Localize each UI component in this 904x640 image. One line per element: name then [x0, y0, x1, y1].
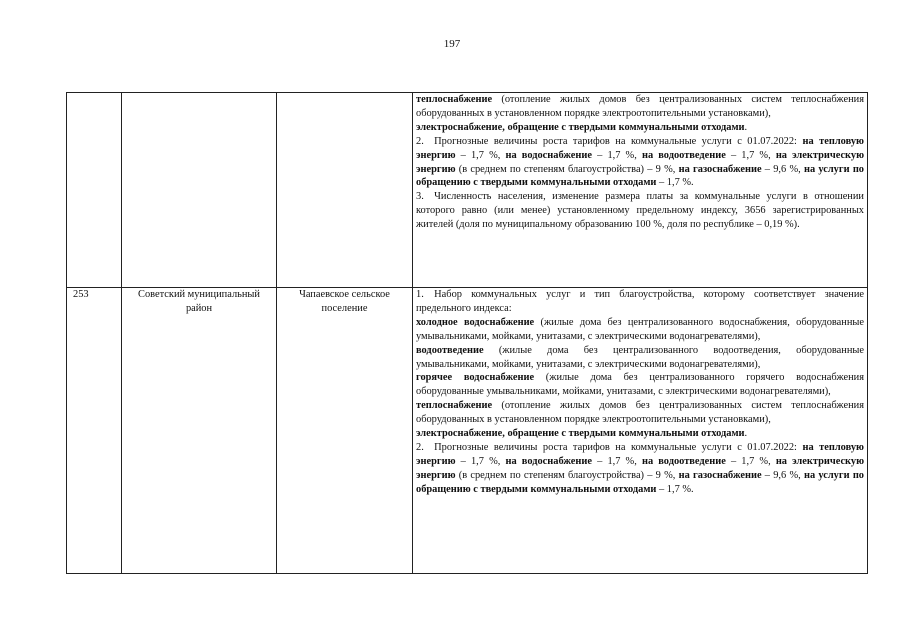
bold-text: на газоснабжение [678, 163, 762, 175]
bold-text: горячее водоснабжение [416, 372, 535, 384]
bold-text: на тепловую энергию [416, 135, 864, 161]
bold-text: на водоотведение [641, 455, 726, 467]
paragraph: 3. Численность населения, изменение размера платы за коммунальные услуги в отношении которого равно (или менее) установленному предельному индексу, 3656 зарегистрированных жителей (доля по муниципальному образованию 100 %, доля по республике – 0,19 %). [416, 191, 864, 231]
description-cell [413, 288, 868, 574]
bold-text: водоотведение [416, 344, 484, 356]
paragraph: водоотведение (жилые дома без централизованного водоотведения, оборудованные умывальниками, мойками, унитазами, с электрическими водонагревателями), [416, 344, 864, 370]
bold-text: на газоснабжение [678, 469, 762, 481]
settlement-cell: Чапаевское сельское поселение [277, 288, 413, 574]
bold-text: теплоснабжение [416, 400, 493, 412]
bold-text: на водоотведение [641, 149, 726, 161]
row-number-cell [67, 93, 122, 288]
table-row [67, 93, 868, 288]
paragraph: холодное водоснабжение (жилые дома без централизованного водоснабжения, оборудованные умывальниками, мойками, унитазами, с электрическими водонагревателями), [416, 316, 864, 342]
settlement-cell [277, 93, 413, 288]
paragraph: теплоснабжение (отопление жилых домов без централизованных систем теплоснабжения оборудованных в установленном порядке электроотопительными установками), [416, 94, 864, 119]
paragraph: 1. Набор коммунальных услуг и тип благоустройства, которому соответствует значение предельного индекса: [416, 289, 864, 314]
tariff-table [66, 92, 868, 574]
bold-text: на водоснабжение [505, 149, 592, 161]
paragraph: 2. Прогнозные величины роста тарифов на коммунальные услуги с 01.07.2022: на тепловую энергию – 1,7 %, на водоснабжение – 1,7 %, на водоотведение – 1,7 %, на электрическую энергию (в среднем по степеням благоустройства) – 9 %, на газоснабжение – 9,6 %, на услуги по обращению с твердыми коммунальными отходами – 1,7 %. [416, 441, 865, 495]
paragraph: электроснабжение, обращение с твердыми коммунальными отходами. [416, 428, 748, 440]
row-number-cell: 253 [67, 288, 122, 574]
bold-text: электроснабжение, обращение с твердыми коммунальными отходами [416, 121, 745, 133]
district-cell: Советский муниципальный район [122, 288, 277, 574]
bold-text: на тепловую энергию [416, 441, 864, 467]
paragraph: 2. Прогнозные величины роста тарифов на коммунальные услуги с 01.07.2022: на тепловую энергию – 1,7 %, на водоснабжение – 1,7 %, на водоотведение – 1,7 %, на электрическую энергию (в среднем по степеням благоустройства) – 9 %, на газоснабжение – 9,6 %, на услуги по обращению с твердыми коммунальными отходами – 1,7 %. [416, 135, 865, 189]
paragraph: теплоснабжение (отопление жилых домов без централизованных систем теплоснабжения оборудованных в установленном порядке электроотопительными установками), [416, 400, 864, 426]
bold-text: на водоснабжение [505, 455, 592, 467]
table-row [67, 288, 868, 574]
paragraph: электроснабжение, обращение с твердыми коммунальными отходами. [416, 121, 748, 133]
district-cell [122, 93, 277, 288]
bold-text: на услуги по обращению с твердыми коммунальными отходами [416, 469, 865, 495]
bold-text: теплоснабжение [416, 94, 493, 105]
bold-text: на услуги по обращению с твердыми коммунальными отходами [416, 163, 865, 189]
description-cell [413, 93, 868, 288]
paragraph: горячее водоснабжение (жилые дома без централизованного горячего водоснабжения оборудованные умывальниками, мойками, унитазами, с электрическими водонагревателями), [416, 372, 864, 398]
bold-text: на электрическую энергию [416, 455, 865, 481]
bold-text: на электрическую энергию [416, 149, 865, 175]
page-number: 197 [443, 38, 461, 50]
bold-text: холодное водоснабжение [416, 316, 535, 328]
bold-text: электроснабжение, обращение с твердыми коммунальными отходами [416, 428, 745, 440]
